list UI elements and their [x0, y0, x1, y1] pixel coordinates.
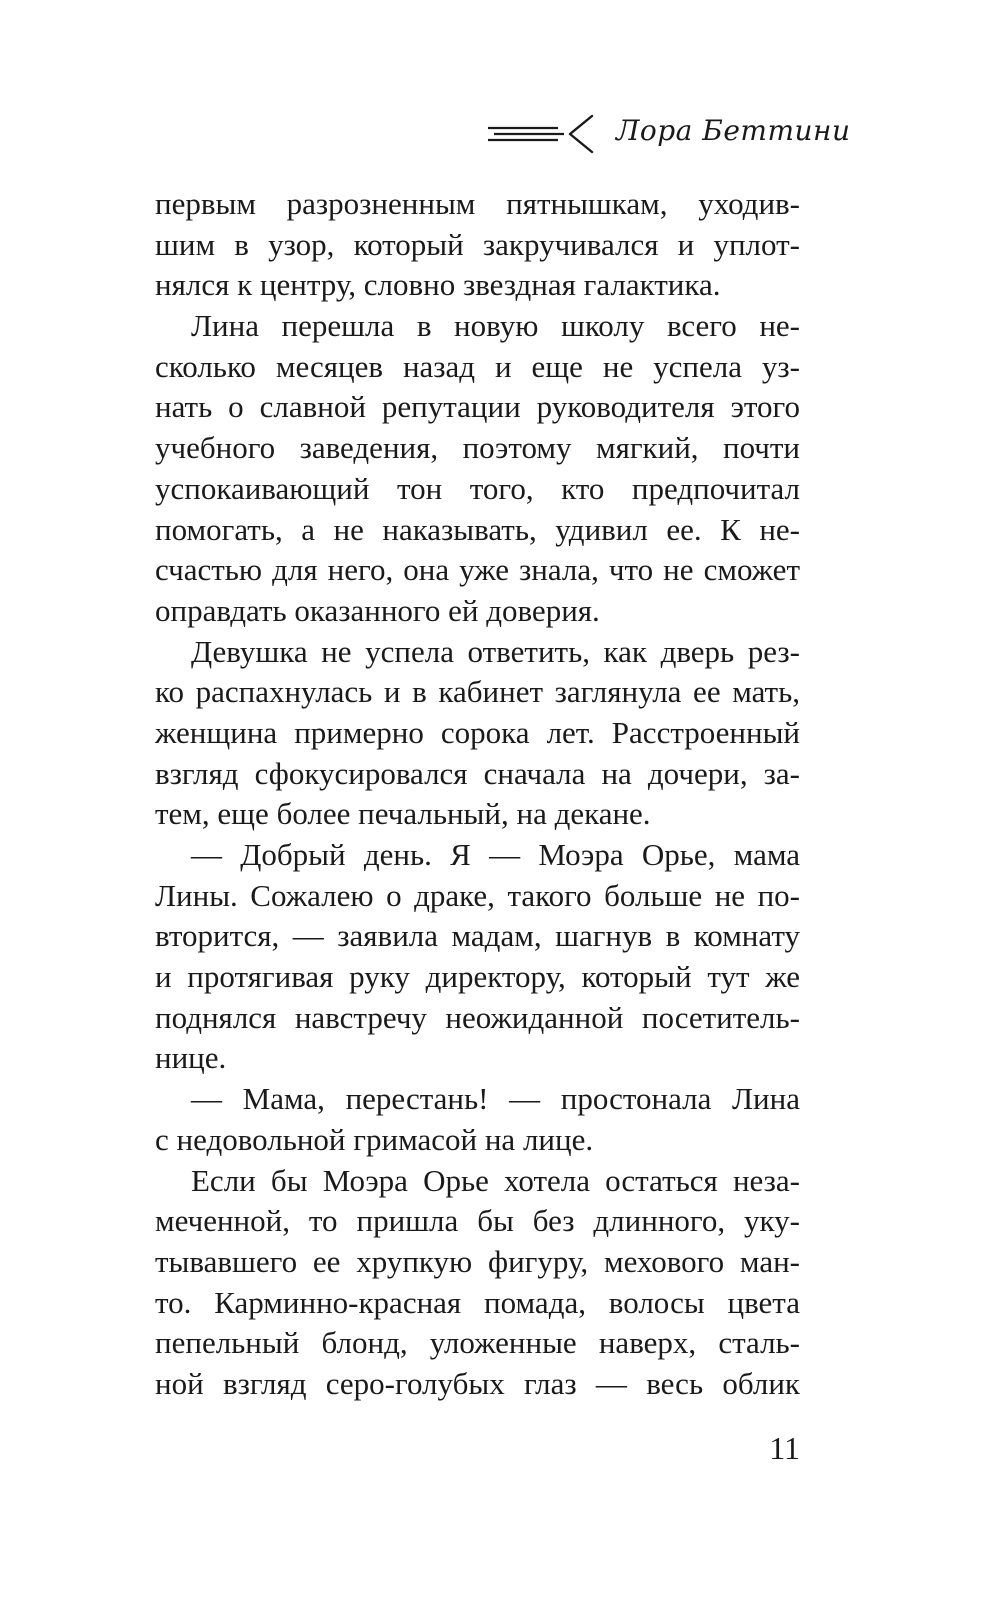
text-line: нице. [155, 1040, 227, 1076]
text-line: и протягивая руку директору, который тут же [155, 959, 800, 995]
text-line: Девушка не успела ответить, как дверь рез- [191, 633, 800, 669]
text-line: пепельный блонд, уложенные наверх, сталь- [155, 1325, 800, 1361]
text-line: — Мама, перестань! — простонала Лина [191, 1081, 800, 1117]
author-name: Лора Беттини [616, 114, 851, 147]
text-line: шим в узор, который закручивался и уплот- [155, 226, 800, 262]
text-line: сколько месяцев назад и еще не успела уз- [155, 348, 800, 384]
text-line: поднялся навстречу неожиданной посетитель- [155, 999, 800, 1035]
text-line: нать о славной репутации руководителя этого [155, 389, 800, 425]
text-line: то. Карминно-красная помада, волосы цвета [155, 1284, 800, 1320]
text-line: учебного заведения, поэтому мягкий, почти [155, 430, 800, 466]
text-line: — Добрый день. Я — Моэра Орье, мама [191, 837, 800, 872]
text-line: с недовольной гримасой на лице. [155, 1121, 594, 1157]
running-header [488, 112, 851, 158]
triple-line-arrow-icon [488, 114, 598, 154]
text-line: тем, еще более печальный, на декане. [155, 796, 651, 832]
text-line: помогать, а не наказывать, удивил ее. К не- [155, 511, 800, 547]
text-line: меченной, то пришла бы без длинного, уку- [155, 1203, 800, 1239]
text-line: успокаивающий тон того, кто предпочитал [155, 470, 800, 506]
text-line: женщина примерно сорока лет. Расстроенный [155, 714, 800, 750]
page-number: 11 [769, 1430, 800, 1466]
text-line: тывавшего ее хрупкую фигуру, мехового ман- [155, 1243, 800, 1279]
text-line: вторится, — заявила мадам, шагнув в комнату [155, 918, 800, 954]
text-line: первым разрозненным пятнышкам, уходив- [155, 186, 800, 221]
body-text [155, 184, 800, 1405]
text-line: Лины. Сожалею о драке, такого больше не по- [155, 877, 800, 913]
text-line: оправдать оказанного ей доверия. [155, 592, 600, 628]
text-line: нялся к центру, словно звездная галактика. [155, 267, 721, 303]
text-line: ко распахнулась и в кабинет заглянула ее мать, [155, 674, 800, 710]
text-line: взгляд сфокусировался сначала на дочери, за- [155, 755, 800, 791]
text-line: Если бы Моэра Орье хотела остаться неза- [191, 1162, 800, 1198]
text-line: счастью для него, она уже знала, что не сможет [155, 552, 800, 588]
text-line: Лина перешла в новую школу всего не- [191, 308, 800, 344]
text-line: ной взгляд серо-голубых глаз — весь облик [155, 1365, 800, 1401]
